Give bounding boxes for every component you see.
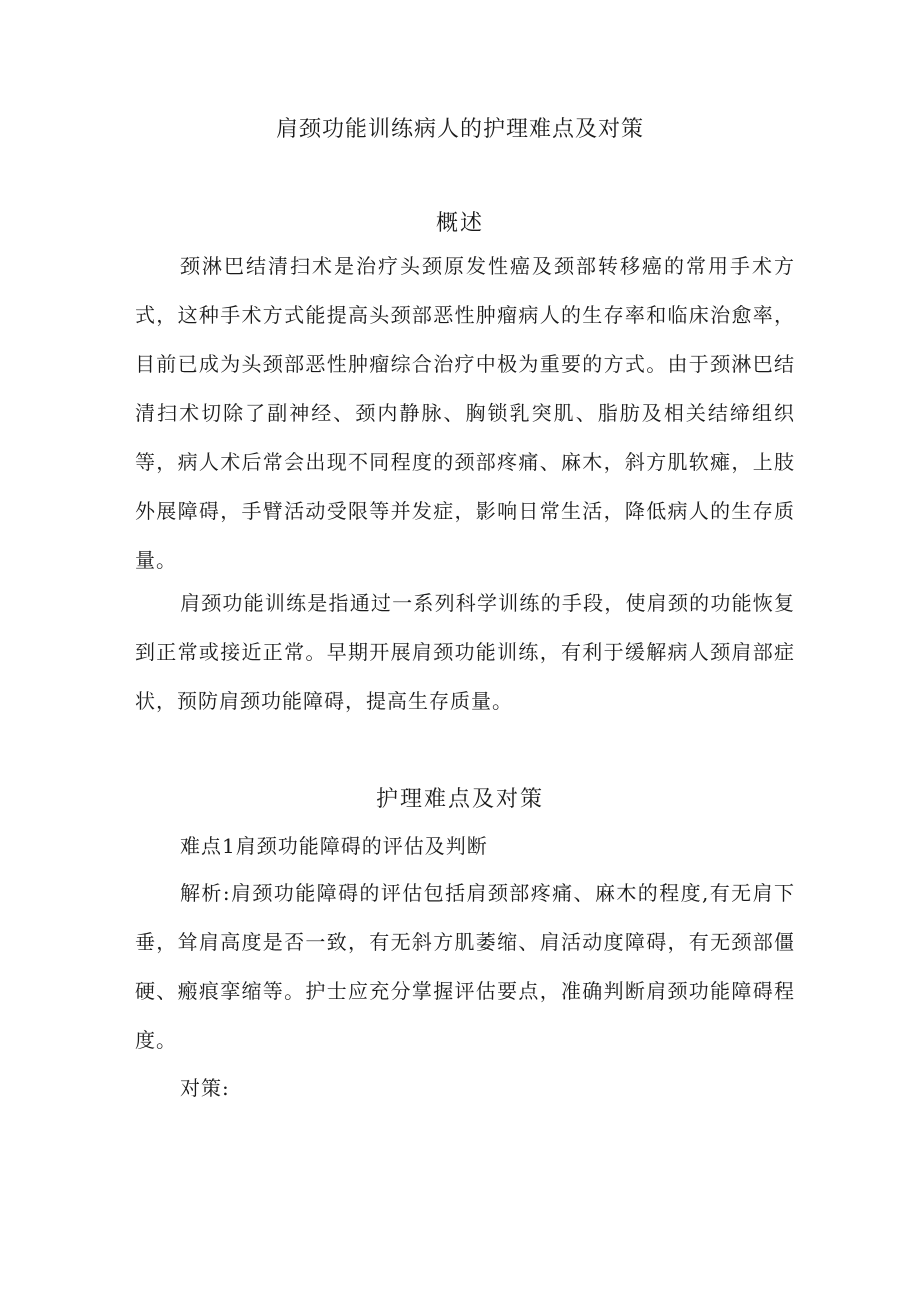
difficulty-1-title: 难点1肩颈功能障碍的评估及判断 [180,834,488,858]
countermeasure-label: 对策: [180,1076,230,1100]
document-title: 肩颈功能训练病人的护理难点及对策 [275,117,644,142]
paragraph-overview-1: 颈淋巴结清扫术是治疗头颈原发性癌及颈部转移癌的常用手术方式，这种手术方式能提高头颈部恶性肿瘤病人的生存率和临床治愈率，目前已成为头颈部恶性肿瘤综合治疗中极为重要的方式。由于颈淋巴结清扫术切除了副神经、颈内静脉、胸锁乳突肌、脂肪及相关结缔组织等，病人术后常会出现不同程度的颈部疼痛、麻木，斜方肌软瘫，上肢外展障碍，手臂活动受限等并发症，影响日常生活，降低病人的生存质量。 [135,254,795,572]
section-heading-nursing: 护理难点及对策 [375,787,544,812]
paragraph-overview-2: 肩颈功能训练是指通过一系列科学训练的手段，使肩颈的功能恢复到正常或接近正常。早期开展肩颈功能训练，有利于缓解病人颈肩部症状，预防肩颈功能障碍，提高生存质量。 [135,591,795,713]
section-heading-overview: 概述 [435,211,484,236]
analysis-paragraph: 解析:肩颈功能障碍的评估包括肩颈部疼痛、麻木的程度,有无肩下垂，耸肩高度是否一致，有无斜方肌萎缩、肩活动度障碍，有无颈部僵硬、瘢痕挛缩等。护士应充分掌握评估要点，准确判断肩颈功能障碍程度。 [135,881,795,1052]
